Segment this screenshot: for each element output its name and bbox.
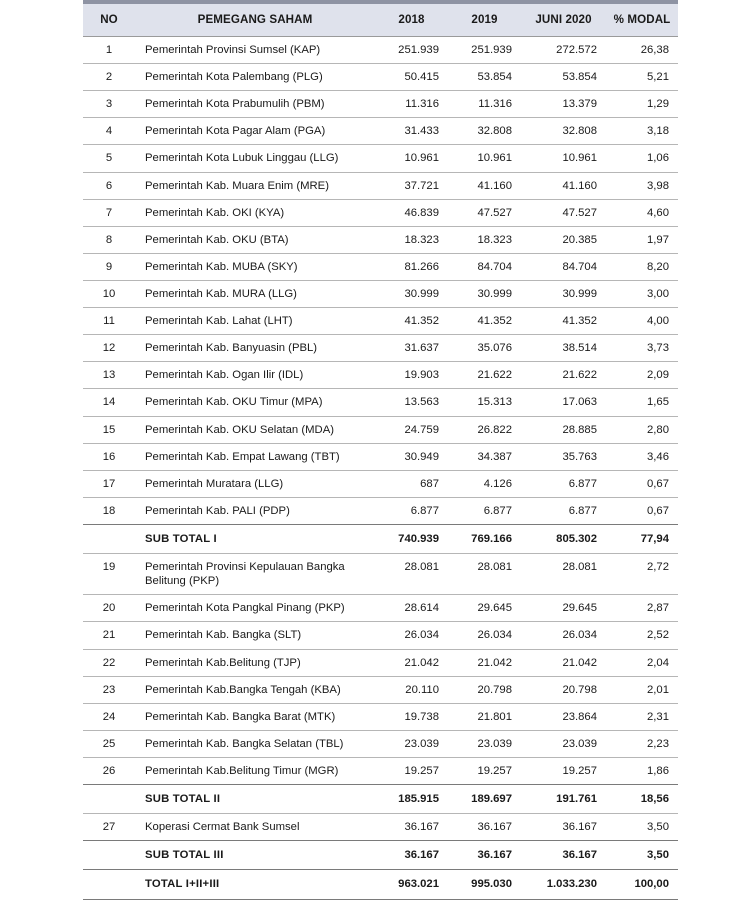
cell-name: Pemerintah Provinsi Kepulauan Bangka Belitung (PKP) xyxy=(135,554,375,595)
table-header xyxy=(83,0,678,37)
table-row xyxy=(83,622,678,649)
cell-juni-2020: 805.302 xyxy=(521,524,606,553)
cell-name: Pemerintah Kab. PALI (PDP) xyxy=(135,497,375,524)
table-row xyxy=(83,595,678,622)
table-row xyxy=(83,335,678,362)
cell-2018: 963.021 xyxy=(375,870,448,899)
cell-no: 17 xyxy=(83,470,135,497)
table-row xyxy=(83,118,678,145)
cell-persen-modal: 4,60 xyxy=(606,199,678,226)
cell-persen-modal: 2,09 xyxy=(606,362,678,389)
cell-no: 14 xyxy=(83,389,135,416)
cell-persen-modal: 2,01 xyxy=(606,676,678,703)
table-row xyxy=(83,280,678,307)
cell-2018: 740.939 xyxy=(375,524,448,553)
cell-2019: 35.076 xyxy=(448,335,521,362)
table-row xyxy=(83,416,678,443)
cell-2018: 21.042 xyxy=(375,649,448,676)
cell-no: 5 xyxy=(83,145,135,172)
cell-name: Pemerintah Muratara (LLG) xyxy=(135,470,375,497)
cell-2019: 6.877 xyxy=(448,497,521,524)
cell-juni-2020: 41.352 xyxy=(521,308,606,335)
cell-persen-modal: 5,21 xyxy=(606,64,678,91)
cell-no xyxy=(83,785,135,814)
table-row xyxy=(83,470,678,497)
cell-name: SUB TOTAL III xyxy=(135,841,375,870)
cell-persen-modal: 1,65 xyxy=(606,389,678,416)
cell-no: 16 xyxy=(83,443,135,470)
cell-2018: 11.316 xyxy=(375,91,448,118)
cell-persen-modal: 3,98 xyxy=(606,172,678,199)
cell-name: Pemerintah Kab. OKU (BTA) xyxy=(135,226,375,253)
table-row xyxy=(83,649,678,676)
cell-juni-2020: 20.385 xyxy=(521,226,606,253)
cell-no: 27 xyxy=(83,814,135,841)
cell-no: 24 xyxy=(83,703,135,730)
cell-juni-2020: 21.042 xyxy=(521,649,606,676)
cell-no: 19 xyxy=(83,554,135,595)
cell-2018: 31.433 xyxy=(375,118,448,145)
cell-name: Pemerintah Kab. Bangka (SLT) xyxy=(135,622,375,649)
cell-persen-modal: 3,18 xyxy=(606,118,678,145)
cell-juni-2020: 53.854 xyxy=(521,64,606,91)
cell-name: Pemerintah Kab.Bangka Tengah (KBA) xyxy=(135,676,375,703)
cell-juni-2020: 19.257 xyxy=(521,757,606,784)
cell-2018: 30.949 xyxy=(375,443,448,470)
cell-name: SUB TOTAL II xyxy=(135,785,375,814)
cell-no: 22 xyxy=(83,649,135,676)
cell-name: Koperasi Cermat Bank Sumsel xyxy=(135,814,375,841)
cell-juni-2020: 23.864 xyxy=(521,703,606,730)
cell-juni-2020: 20.798 xyxy=(521,676,606,703)
cell-name: Pemerintah Provinsi Sumsel (KAP) xyxy=(135,37,375,64)
table-row xyxy=(83,308,678,335)
cell-juni-2020: 28.081 xyxy=(521,554,606,595)
table-row xyxy=(83,703,678,730)
cell-name: Pemerintah Kota Pangkal Pinang (PKP) xyxy=(135,595,375,622)
cell-persen-modal: 2,04 xyxy=(606,649,678,676)
cell-no: 6 xyxy=(83,172,135,199)
cell-persen-modal: 0,67 xyxy=(606,470,678,497)
cell-2018: 31.637 xyxy=(375,335,448,362)
cell-2019: 53.854 xyxy=(448,64,521,91)
table-body xyxy=(83,37,678,900)
table-row xyxy=(83,253,678,280)
cell-persen-modal: 2,72 xyxy=(606,554,678,595)
cell-no: 10 xyxy=(83,280,135,307)
cell-persen-modal: 3,73 xyxy=(606,335,678,362)
cell-persen-modal: 1,06 xyxy=(606,145,678,172)
subtotal-row xyxy=(83,785,678,814)
table-row xyxy=(83,199,678,226)
cell-no xyxy=(83,524,135,553)
table-row xyxy=(83,389,678,416)
cell-juni-2020: 10.961 xyxy=(521,145,606,172)
cell-juni-2020: 30.999 xyxy=(521,280,606,307)
cell-2019: 251.939 xyxy=(448,37,521,64)
cell-juni-2020: 28.885 xyxy=(521,416,606,443)
cell-2019: 29.645 xyxy=(448,595,521,622)
cell-2019: 30.999 xyxy=(448,280,521,307)
cell-juni-2020: 191.761 xyxy=(521,785,606,814)
cell-juni-2020: 17.063 xyxy=(521,389,606,416)
cell-juni-2020: 1.033.230 xyxy=(521,870,606,899)
cell-name: Pemerintah Kab. Banyuasin (PBL) xyxy=(135,335,375,362)
cell-2019: 15.313 xyxy=(448,389,521,416)
cell-name: Pemerintah Kota Prabumulih (PBM) xyxy=(135,91,375,118)
cell-2019: 21.042 xyxy=(448,649,521,676)
cell-persen-modal: 1,97 xyxy=(606,226,678,253)
cell-persen-modal: 100,00 xyxy=(606,870,678,899)
table-row xyxy=(83,91,678,118)
cell-no: 21 xyxy=(83,622,135,649)
cell-juni-2020: 47.527 xyxy=(521,199,606,226)
table-row xyxy=(83,145,678,172)
cell-2018: 23.039 xyxy=(375,730,448,757)
cell-2018: 19.257 xyxy=(375,757,448,784)
cut-off-caption xyxy=(83,818,483,827)
cell-no: 11 xyxy=(83,308,135,335)
column-header-no: NO xyxy=(83,4,135,37)
cell-2018: 46.839 xyxy=(375,199,448,226)
cell-2019: 19.257 xyxy=(448,757,521,784)
cell-name: Pemerintah Kota Pagar Alam (PGA) xyxy=(135,118,375,145)
cell-2018: 19.903 xyxy=(375,362,448,389)
cell-2018: 28.614 xyxy=(375,595,448,622)
cell-juni-2020: 36.167 xyxy=(521,841,606,870)
cell-persen-modal: 2,23 xyxy=(606,730,678,757)
cell-2018: 81.266 xyxy=(375,253,448,280)
cell-2019: 18.323 xyxy=(448,226,521,253)
cell-persen-modal: 3,46 xyxy=(606,443,678,470)
cell-no xyxy=(83,841,135,870)
table-row xyxy=(83,362,678,389)
cell-no: 9 xyxy=(83,253,135,280)
cell-persen-modal: 4,00 xyxy=(606,308,678,335)
cell-2019: 36.167 xyxy=(448,841,521,870)
header-row xyxy=(83,4,678,37)
subtotal-row xyxy=(83,841,678,870)
cell-juni-2020: 36.167 xyxy=(521,814,606,841)
cell-persen-modal: 1,86 xyxy=(606,757,678,784)
column-header-juni-2020: JUNI 2020 xyxy=(521,4,606,37)
cell-2019: 84.704 xyxy=(448,253,521,280)
cell-juni-2020: 84.704 xyxy=(521,253,606,280)
cell-name: Pemerintah Kab. Muara Enim (MRE) xyxy=(135,172,375,199)
cell-2018: 26.034 xyxy=(375,622,448,649)
cell-name: Pemerintah Kab. OKI (KYA) xyxy=(135,199,375,226)
cell-no: 15 xyxy=(83,416,135,443)
cell-persen-modal: 1,29 xyxy=(606,91,678,118)
cell-name: Pemerintah Kab. OKU Timur (MPA) xyxy=(135,389,375,416)
cell-no: 25 xyxy=(83,730,135,757)
cell-no: 18 xyxy=(83,497,135,524)
cell-2019: 26.034 xyxy=(448,622,521,649)
cell-persen-modal: 3,50 xyxy=(606,814,678,841)
cell-2019: 28.081 xyxy=(448,554,521,595)
column-header-2018: 2018 xyxy=(375,4,448,37)
cell-2018: 6.877 xyxy=(375,497,448,524)
cell-2018: 19.738 xyxy=(375,703,448,730)
cell-2019: 10.961 xyxy=(448,145,521,172)
cell-name: SUB TOTAL I xyxy=(135,524,375,553)
cell-no xyxy=(83,870,135,899)
cell-2018: 36.167 xyxy=(375,841,448,870)
cell-no: 23 xyxy=(83,676,135,703)
cell-no: 13 xyxy=(83,362,135,389)
cell-juni-2020: 272.572 xyxy=(521,37,606,64)
cell-juni-2020: 26.034 xyxy=(521,622,606,649)
cell-no: 1 xyxy=(83,37,135,64)
cell-2018: 28.081 xyxy=(375,554,448,595)
table-row xyxy=(83,37,678,64)
cell-2018: 251.939 xyxy=(375,37,448,64)
cell-2018: 687 xyxy=(375,470,448,497)
cell-juni-2020: 23.039 xyxy=(521,730,606,757)
cell-name: Pemerintah Kab. Bangka Selatan (TBL) xyxy=(135,730,375,757)
cell-name: Pemerintah Kab. Lahat (LHT) xyxy=(135,308,375,335)
cell-juni-2020: 21.622 xyxy=(521,362,606,389)
cell-2018: 37.721 xyxy=(375,172,448,199)
cell-2018: 10.961 xyxy=(375,145,448,172)
cell-2019: 769.166 xyxy=(448,524,521,553)
cell-2018: 41.352 xyxy=(375,308,448,335)
cell-2018: 30.999 xyxy=(375,280,448,307)
cell-2019: 4.126 xyxy=(448,470,521,497)
cell-persen-modal: 77,94 xyxy=(606,524,678,553)
table-row xyxy=(83,64,678,91)
shareholder-table-container xyxy=(83,0,678,900)
cell-persen-modal: 3,50 xyxy=(606,841,678,870)
cell-2019: 47.527 xyxy=(448,199,521,226)
cell-2019: 26.822 xyxy=(448,416,521,443)
cell-no: 3 xyxy=(83,91,135,118)
cell-no: 7 xyxy=(83,199,135,226)
cell-name: Pemerintah Kab. Bangka Barat (MTK) xyxy=(135,703,375,730)
cell-name: TOTAL I+II+III xyxy=(135,870,375,899)
cell-2018: 24.759 xyxy=(375,416,448,443)
cell-persen-modal: 3,00 xyxy=(606,280,678,307)
cell-2019: 21.801 xyxy=(448,703,521,730)
shareholder-composition-table xyxy=(83,0,678,900)
cell-2019: 23.039 xyxy=(448,730,521,757)
cell-name: Pemerintah Kab. MUBA (SKY) xyxy=(135,253,375,280)
table-row xyxy=(83,757,678,784)
cell-2018: 18.323 xyxy=(375,226,448,253)
column-header-persen-modal: % MODAL xyxy=(606,4,678,37)
cell-2019: 11.316 xyxy=(448,91,521,118)
cell-2018: 185.915 xyxy=(375,785,448,814)
cell-name: Pemerintah Kab.Belitung Timur (MGR) xyxy=(135,757,375,784)
table-row xyxy=(83,676,678,703)
cell-2018: 36.167 xyxy=(375,814,448,841)
cell-persen-modal: 8,20 xyxy=(606,253,678,280)
cell-2019: 20.798 xyxy=(448,676,521,703)
subtotal-row xyxy=(83,524,678,553)
cell-2019: 32.808 xyxy=(448,118,521,145)
cell-2019: 41.160 xyxy=(448,172,521,199)
cell-persen-modal: 2,80 xyxy=(606,416,678,443)
cell-2018: 50.415 xyxy=(375,64,448,91)
cell-persen-modal: 2,31 xyxy=(606,703,678,730)
cell-no: 26 xyxy=(83,757,135,784)
cell-juni-2020: 6.877 xyxy=(521,497,606,524)
cell-name: Pemerintah Kab. MURA (LLG) xyxy=(135,280,375,307)
cell-persen-modal: 2,87 xyxy=(606,595,678,622)
cell-persen-modal: 26,38 xyxy=(606,37,678,64)
cell-no: 2 xyxy=(83,64,135,91)
cell-name: Pemerintah Kab. OKU Selatan (MDA) xyxy=(135,416,375,443)
cell-2018: 20.110 xyxy=(375,676,448,703)
cell-name: Pemerintah Kab. Ogan Ilir (IDL) xyxy=(135,362,375,389)
table-row xyxy=(83,554,678,595)
cell-2018: 13.563 xyxy=(375,389,448,416)
cell-juni-2020: 35.763 xyxy=(521,443,606,470)
cell-no: 8 xyxy=(83,226,135,253)
cell-2019: 41.352 xyxy=(448,308,521,335)
cell-juni-2020: 41.160 xyxy=(521,172,606,199)
cell-2019: 189.697 xyxy=(448,785,521,814)
column-header-name: PEMEGANG SAHAM xyxy=(135,4,375,37)
cell-2019: 34.387 xyxy=(448,443,521,470)
cell-2019: 21.622 xyxy=(448,362,521,389)
cell-juni-2020: 13.379 xyxy=(521,91,606,118)
cell-persen-modal: 2,52 xyxy=(606,622,678,649)
cell-juni-2020: 38.514 xyxy=(521,335,606,362)
cell-name: Pemerintah Kab. Empat Lawang (TBT) xyxy=(135,443,375,470)
cell-juni-2020: 6.877 xyxy=(521,470,606,497)
table-row xyxy=(83,226,678,253)
cell-persen-modal: 0,67 xyxy=(606,497,678,524)
table-row xyxy=(83,172,678,199)
cell-2019: 995.030 xyxy=(448,870,521,899)
cell-juni-2020: 29.645 xyxy=(521,595,606,622)
table-row xyxy=(83,497,678,524)
cell-persen-modal: 18,56 xyxy=(606,785,678,814)
grandtotal-row xyxy=(83,870,678,899)
cell-no: 12 xyxy=(83,335,135,362)
cell-juni-2020: 32.808 xyxy=(521,118,606,145)
column-header-2019: 2019 xyxy=(448,4,521,37)
table-row xyxy=(83,443,678,470)
cell-2019: 36.167 xyxy=(448,814,521,841)
table-row xyxy=(83,730,678,757)
cell-no: 4 xyxy=(83,118,135,145)
cell-name: Pemerintah Kota Palembang (PLG) xyxy=(135,64,375,91)
cell-name: Pemerintah Kota Lubuk Linggau (LLG) xyxy=(135,145,375,172)
cell-name: Pemerintah Kab.Belitung (TJP) xyxy=(135,649,375,676)
cell-no: 20 xyxy=(83,595,135,622)
